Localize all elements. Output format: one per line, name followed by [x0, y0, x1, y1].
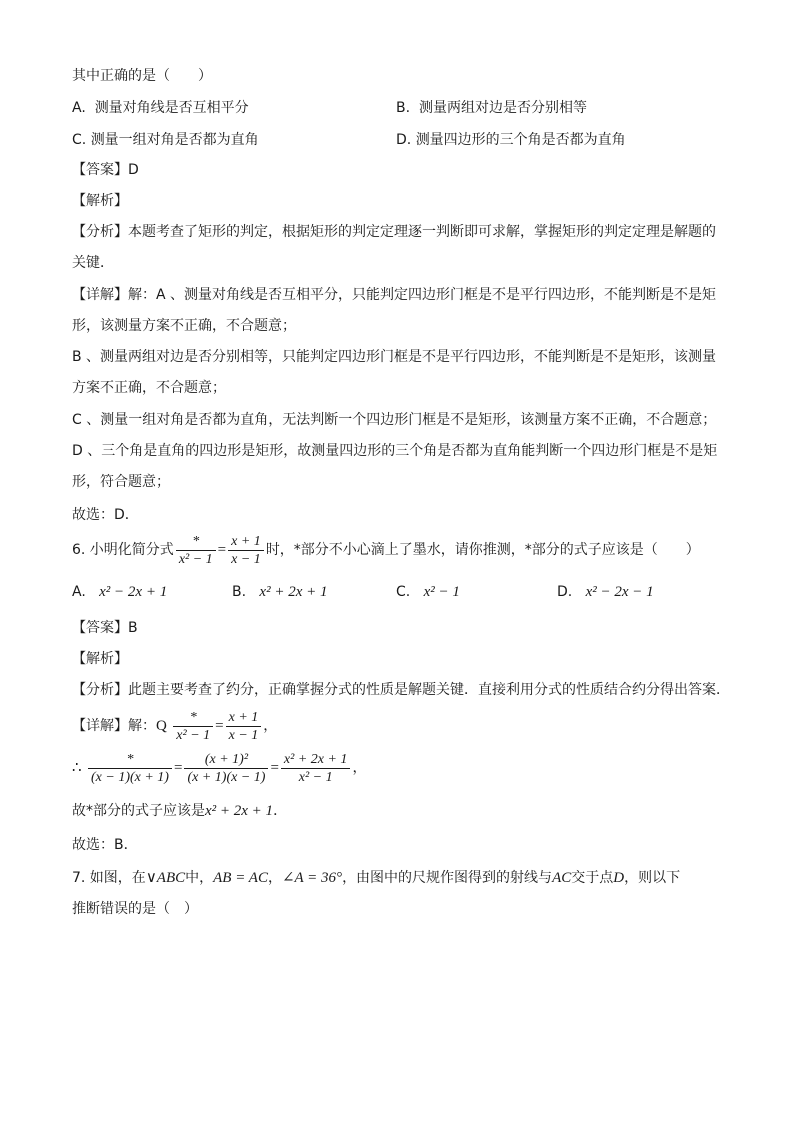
fraction-numerator: x² + 2x + 1 — [281, 751, 351, 769]
option-label: C. — [396, 584, 411, 600]
q6-option-c — [396, 582, 460, 602]
option-text: 测量两组对边是否分别相等 — [418, 100, 587, 116]
q6-stem-prefix: 6. 小明化简分式 — [72, 542, 174, 558]
q5-detail-line4: 方案不正确，不合题意； — [72, 380, 226, 396]
q7-text: ，由图中的尺规作图得到的射线与 — [342, 870, 553, 886]
option-expression: x² − 2x − 1 — [585, 584, 654, 600]
option-text: 测量一组对角是否都为直角 — [90, 132, 259, 148]
fraction-numerator: * — [88, 751, 172, 769]
step2-fraction-1 — [88, 751, 172, 786]
conclusion-expression: x² + 2x + 1 — [205, 803, 274, 819]
q6-option-b — [232, 582, 327, 602]
fraction-denominator: x² − 1 — [176, 727, 211, 743]
comma: ， — [352, 760, 367, 776]
fraction-denominator: (x − 1)(x + 1) — [91, 769, 169, 785]
q5-analysis-title: 【解析】 — [72, 193, 128, 209]
q6-stem — [72, 530, 700, 570]
q5-option-c — [72, 130, 259, 150]
option-text: 测量对角线是否互相平分 — [94, 100, 249, 116]
fraction-numerator: * — [176, 533, 216, 551]
comma: ， — [267, 870, 282, 886]
conclusion-text: 故*部分的式子应该是 — [72, 803, 205, 819]
option-expression: x² − 1 — [423, 584, 460, 600]
triangle-abc: ∨ABC — [145, 870, 186, 886]
equals-sign: = — [270, 760, 279, 776]
q6-stem-fraction-right — [228, 533, 264, 568]
q5-detail-line7: 形，符合题意； — [72, 474, 170, 490]
q6-option-a — [72, 582, 167, 602]
q6-option-d — [557, 582, 654, 602]
condition-angle-a: ∠A = 36° — [281, 870, 343, 886]
fraction-numerator: x + 1 — [228, 533, 264, 551]
segment-ac: AC — [552, 870, 572, 886]
q6-answer: 【答案】B — [72, 620, 138, 636]
q6-detail-step1 — [72, 706, 277, 746]
q5-detail-line5: C 、测量一组对角是否都为直角，无法判断一个四边形门框是不是矩形，该测量方案不正确，不合题意； — [72, 412, 717, 428]
option-label: D. — [396, 132, 412, 148]
step2-fraction-2 — [184, 751, 268, 786]
fraction-denominator: x − 1 — [231, 551, 261, 567]
step1-fraction-left — [173, 709, 213, 744]
q5-detail-line1: 【详解】解：A 、测量对角线是否互相平分，只能判定四边形门框是不是平行四边形，不能判断是不是矩 — [72, 287, 717, 303]
period: ． — [273, 803, 288, 819]
q7-text: 交于点 — [571, 870, 614, 886]
q5-answer: 【答案】D — [72, 162, 139, 178]
option-label: C. — [72, 132, 87, 148]
therefore-symbol: ∴ — [72, 760, 82, 776]
because-symbol: Q — [156, 718, 167, 734]
q7-text: 7. 如图，在 — [72, 870, 146, 886]
comma: ， — [263, 718, 278, 734]
option-expression: x² − 2x + 1 — [99, 584, 168, 600]
equals-sign: = — [217, 542, 227, 558]
q7-text: ，则以下 — [624, 870, 681, 886]
fraction-numerator: (x + 1)² — [184, 751, 268, 769]
q5-detail-line6: D 、三个角是直角的四边形是矩形，故测量四边形的三个角是否都为直角能判断一个四边形门框是不是矩 — [72, 443, 718, 459]
equals-sign: = — [215, 718, 224, 734]
q6-stem-suffix: 时，*部分不小心滴上了墨水，请你推测，*部分的式子应该是（ ） — [265, 542, 700, 558]
equals-sign: = — [173, 760, 183, 776]
option-label: B. — [232, 584, 247, 600]
option-label: D. — [557, 584, 573, 600]
fraction-numerator: x + 1 — [226, 709, 262, 727]
option-text: 测量四边形的三个角是否都为直角 — [415, 132, 626, 148]
q6-choose: 故选：B． — [72, 837, 138, 853]
q5-stem: 其中正确的是（ ） — [72, 68, 212, 84]
q6-conclusion — [72, 801, 287, 821]
q5-option-a — [72, 98, 249, 118]
point-d: D — [613, 870, 625, 886]
q5-option-d — [396, 130, 626, 150]
q6-analysis-title: 【解析】 — [72, 651, 128, 667]
q5-choose: 故选：D． — [72, 507, 139, 523]
q7-stem-line1 — [72, 868, 680, 888]
step1-fraction-right — [226, 709, 262, 744]
q5-option-b — [396, 98, 587, 118]
condition-ab-ac: AB = AC — [213, 870, 268, 886]
q5-detail-line3: B 、测量两组对边是否分别相等，只能判定四边形门框是不是平行四边形，不能判断是不是矩形，该测量 — [72, 349, 717, 365]
step2-fraction-3 — [281, 751, 351, 786]
option-label: A. — [72, 584, 86, 600]
q6-fenxi: 【分析】此题主要考查了约分，正确掌握分式的性质是解题关键．直接利用分式的性质结合约分得出答案． — [72, 682, 730, 698]
detail-label: 【详解】解： — [72, 718, 156, 734]
q6-detail-step2 — [72, 748, 366, 788]
q6-stem-fraction-left — [176, 533, 216, 568]
q5-detail-line2: 形，该测量方案不正确，不合题意； — [72, 318, 296, 334]
fraction-numerator: * — [173, 709, 213, 727]
fraction-denominator: x² − 1 — [178, 551, 213, 567]
fraction-denominator: x² − 1 — [298, 769, 333, 785]
option-label: A. — [72, 100, 86, 116]
q7-stem-line2: 推断错误的是（ ） — [72, 901, 198, 917]
q5-fenxi-line2: 关键． — [72, 255, 114, 271]
q5-fenxi-line1: 【分析】本题考查了矩形的判定，根据矩形的判定定理逐一判断即可求解，掌握矩形的判定定理是解题的 — [72, 224, 716, 240]
option-label: B. — [396, 100, 411, 116]
q7-text: 中， — [185, 870, 214, 886]
fraction-denominator: (x + 1)(x − 1) — [187, 769, 266, 785]
option-expression: x² + 2x + 1 — [259, 584, 328, 600]
fraction-denominator: x − 1 — [228, 727, 259, 743]
